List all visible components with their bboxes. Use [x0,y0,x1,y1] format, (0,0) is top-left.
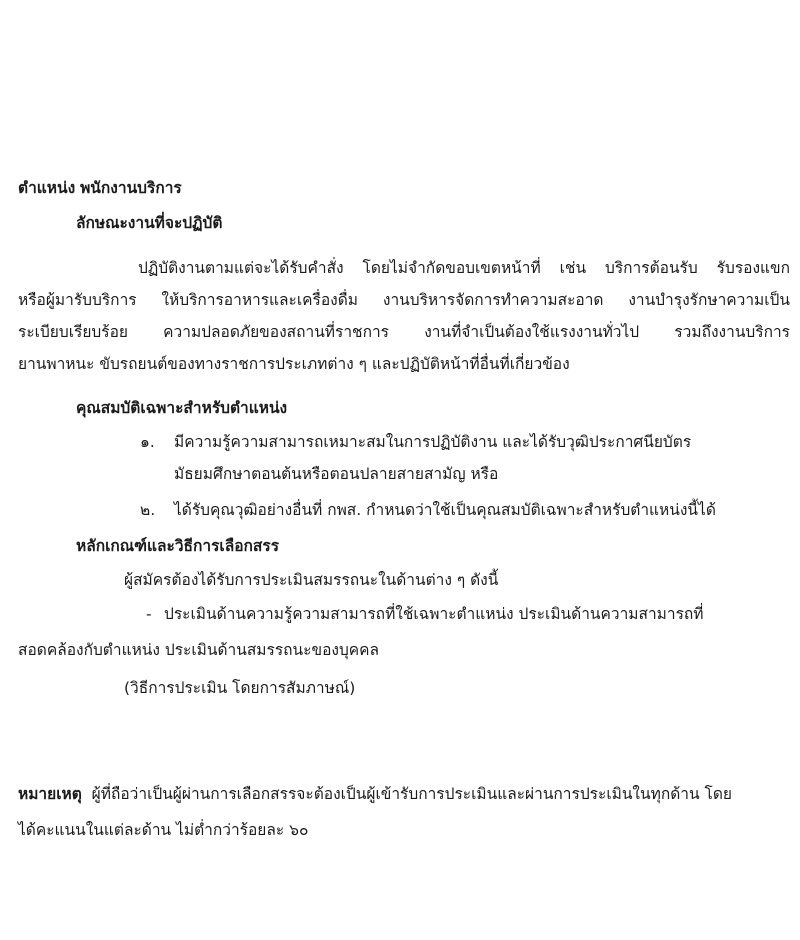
note-label: หมายเหตุ [18,785,82,803]
duties-paragraph-line: ระเบียบเรียบร้อย ความปลอดภัยของสถานที่ราชการ งานที่จำเป็นต้องใช้แรงงานทั่วไป รวมถึงงานบริการ [18,323,790,341]
position-label: ตำแหน่ง [18,179,76,197]
duties-paragraph-line: ยานพาหนะ ขับรถยนต์ของทางราชการประเภทต่าง ๆ และปฏิบัติหน้าที่อื่นที่เกี่ยวข้อง [18,355,570,373]
selection-heading: หลักเกณฑ์และวิธีการเลือกสรร [76,537,280,555]
duties-heading: ลักษณะงานที่จะปฏิบัติ [76,214,223,232]
note-text: ได้คะแนนในแต่ละด้าน ไม่ต่ำกว่าร้อยละ ๖๐ [18,821,309,839]
duties-paragraph-line: หรือผู้มารับบริการ ให้บริการอาหารและเครื่องดื่ม งานบริหารจัดการทำความสะอาด งานบำรุงรักษาความเป็น [18,291,790,309]
qualification-text: มีความรู้ความสามารถเหมาะสมในการปฏิบัติงาน และได้รับวุฒิประกาศนียบัตร [174,433,692,451]
qualification-text: ได้รับคุณวุฒิอย่างอื่นที่ กพส. กำหนดว่าใช้เป็นคุณสมบัติเฉพาะสำหรับตำแหน่งนี้ได้ [174,501,716,519]
selection-criteria: สอดคล้องกับตำแหน่ง ประเมินด้านสมรรถนะของบุคคล [18,641,380,659]
selection-method: (วิธีการประเมิน โดยการสัมภาษณ์) [124,679,356,697]
duties-paragraph-line: ปฏิบัติงานตามแต่จะได้รับคำสั่ง โดยไม่จำกัดขอบเขตหน้าที่ เช่น บริการต้อนรับ รับรองแขก [138,259,790,277]
qualification-text: มัธยมศึกษาตอนต้นหรือตอนปลายสายสามัญ หรือ [174,465,499,483]
position-title: พนักงานบริการ [80,179,182,197]
qualification-number: ๑. [140,433,155,451]
qualification-number: ๒. [140,501,156,519]
note-text: ผู้ที่ถือว่าเป็นผู้ผ่านการเลือกสรรจะต้องเป็นผู้เข้ารับการประเมินและผ่านการประเมินในทุกด้าน โดย [91,785,732,803]
selection-criteria: ประเมินด้านความรู้ความสามารถที่ใช้เฉพาะตำแหน่ง ประเมินด้านความสามารถที่ [164,605,704,623]
selection-intro: ผู้สมัครต้องได้รับการประเมินสมรรถนะในด้านต่าง ๆ ดังนี้ [124,571,499,589]
position-line [18,178,182,198]
qualifications-heading: คุณสมบัติเฉพาะสำหรับตำแหน่ง [76,399,288,417]
note-line [18,784,732,804]
selection-bullet: - [146,605,152,623]
